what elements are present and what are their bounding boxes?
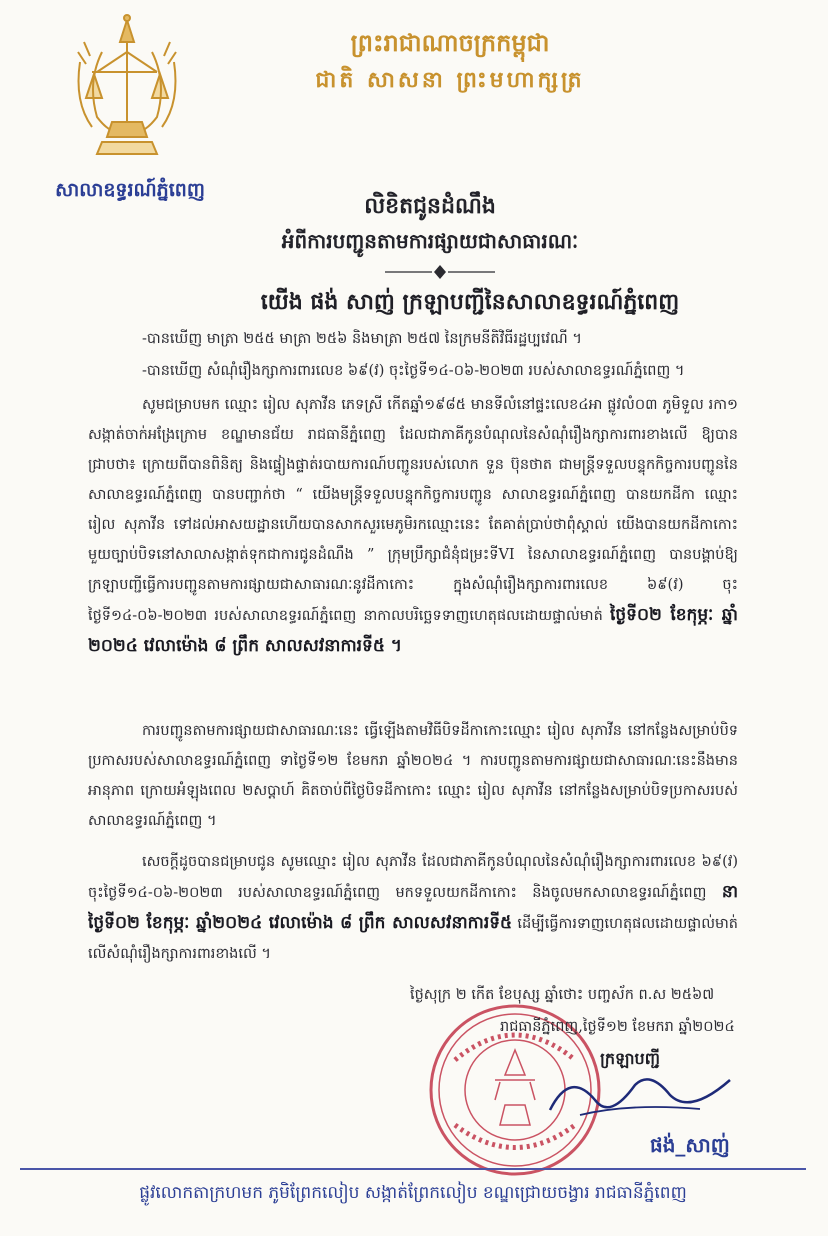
paragraph-1-text: សូមជម្រាបមក ឈ្មោះ រៀល សុភាវីន ភេទស្រី កើតឆ្នាំ១៩៨៥ មានទីលំនៅផ្ទះលេខ៤អា ផ្លូវលំ០៣ ភូមិទួល រកា១ សង្កាត់ចាក់អង្រែក្រោម ខណ្ឌមានជ័យ រាជធានីភ្នំពេញ ដែលជាភាគីកូនបំណុលនៃសំណុំរឿងក្សាការពារខាងលើ ឱ្យបានជ្រាបថា៖ ក្រោយពីបានពិនិត្យ និងផ្ទៀងផ្ទាត់របាយការណ៍បញ្ជូនរបស់លោក ទួន ប៊ុនថាត ជាមន្ត្រីទទួលបន្ទុកកិច្ចការបញ្ជូននៃសាលាឧទ្ធរណ៍ភ្នំពេញ បានបញ្ជាក់ថា “ យើងមន្ត្រីទទួលបន្ទុកកិច្ចការបញ្ជូន សាលាឧទ្ធរណ៍ភ្នំពេញ បានយកដីកា ឈ្មោះ រៀល សុភាវីន ទៅដល់អាសយដ្ឋានហើយបានសាកសួរមេភូមិរកឈ្មោះនេះ តែគាត់ប្រាប់ថាពុំស្គាល់ យើងបានយកដីកាកោះមួយច្បាប់បិទនៅសាលាសង្កាត់ទុកជាការជូនដំណឹង ” ក្រុមប្រឹក្សាជំនុំជម្រះទីVI នៃសាលាឧទ្ធរណ៍ភ្នំពេញ បានបង្គាប់ឱ្យក្រឡាបញ្ជីធ្វើការបញ្ជូនតាមការផ្សាយជាសាធារណៈនូវដីកាកោះ ក្នុងសំណុំរឿងក្សាការពារលេខ ៦៩(វ) ចុះថ្ងៃទី១៤-០៦-២០២៣ របស់សាលាឧទ្ធរណ៍ភ្នំពេញ នាកាលបរិច្ឆេទទាញហេតុផលដោយផ្ទាល់មាត់ (88, 397, 738, 624)
paragraph-2: ការបញ្ជូនតាមការផ្សាយជាសាធារណៈនេះ ធ្វើឡើងតាមវិធីបិទដីកាកោះឈ្មោះ រៀល សុភាវីន នៅកន្លែងសម្រាប់បិទប្រកាសរបស់សាលាឧទ្ធរណ៍ភ្នំពេញ ទាថ្ងៃទី១២ ខែមករា ឆ្នាំ២០២៤ ។ ការបញ្ជូនតាមការផ្សាយជាសាធារណៈនេះនឹងមានអានុភាព ក្រោយអំឡុងពេល ២សប្តាហ៍ គិតចាប់ពីថ្ងៃបិទដីកាកោះ ឈ្មោះ រៀល សុភាវីន នៅកន្លែងសម្រាប់បិទប្រកាសរបស់សាលាឧទ្ធរណ៍ភ្នំពេញ ។ (88, 723, 738, 829)
national-motto: ជាតិ សាសនា ព្រះមហាក្សត្រ (315, 67, 585, 93)
paragraph-3-tail: ដើម្បីធ្វើការទាញហេតុផលដោយផ្ទាល់មាត់ លើសំណុំរឿងក្សាការពារខាងលើ ។ (88, 916, 738, 962)
title-ornament-icon (380, 262, 500, 282)
footer-divider (20, 1168, 806, 1170)
footer-address: ផ្លូវលោកតាក្រហមក ភូមិព្រែកលៀប សង្កាត់ព្រែកលៀប ខណ្ឌជ្រោយចង្វារ រាជធានីភ្នំពេញ (139, 1183, 687, 1203)
issuer-line: យើង ផង់ សាញ់ ក្រឡាបញ្ជីនៃសាលាឧទ្ធរណ៍ភ្នំពេញ (260, 289, 680, 315)
paragraph-3 (88, 847, 738, 977)
document-subtitle: អំពីការបញ្ជូនតាមការផ្សាយជាសាធារណៈ (281, 229, 579, 253)
kingdom-title: ព្រះរាជាណាចក្រកម្ពុជា (350, 28, 550, 57)
paragraph-3-text: សេចក្តីដូចបានជម្រាបជូន សូមឈ្មោះ រៀល សុភាវីន ដែលជាភាគីកូនបំណុលនៃសំណុំរឿងក្សាការពារលេខ ៦៩(វ) ចុះថ្ងៃទី១៤-០៦-២០២៣ របស់សាលាឧទ្ធរណ៍ភ្នំពេញ មកទទួលយកដីកាកោះ និងចូលមកសាលាឧទ្ធរណ៍ភ្នំពេញ (88, 854, 738, 901)
court-name: សាលាឧទ្ធរណ៍ភ្នំពេញ (55, 179, 205, 201)
document-title: លិខិតជូនដំណឹង (364, 193, 496, 219)
court-emblem-icon (72, 12, 182, 162)
reference-line-1: -បានឃើញ មាត្រា ២៥៥ មាត្រា ២៥៦ និងមាត្រា ២៥៧ នៃក្រមនីតិវិធីរដ្ឋប្បវេណី ។ (142, 331, 582, 347)
signature-icon (540, 1065, 740, 1125)
lunar-date: ថ្ងៃសុក្រ ២ កើត ខែបុស្ស ឆ្នាំថោះ បញ្ចស័ក ព.ស ២៥៦៧ (410, 987, 715, 1003)
reference-line-2: -បានឃើញ សំណុំរឿងក្សាការពារលេខ ៦៩(វ) ចុះថ្ងៃទី១៤-០៦-២០២៣ របស់សាលាឧទ្ធរណ៍ភ្នំពេញ ។ (142, 363, 685, 379)
hearing-date-1: ថ្ងៃទី០២ ខែកុម្ភៈ ឆ្នាំ ២០២៤ វេលាម៉ោង ៨ ព្រឹក សាលសវនាការទី៥ ។ (88, 605, 738, 656)
place-date: រាជធានីភ្នំពេញ,ថ្ងៃទី១២ ខែមករា ឆ្នាំ២០២៤ (500, 1019, 735, 1035)
hearing-date-2: នាថ្ងៃទី០២ ខែកុម្ភៈ ឆ្នាំ២០២៤ វេលាម៉ោង ៨ ព្រឹក សាលសវនាការទី៥ (88, 882, 738, 933)
signer-name: ផង់_សាញ់ (650, 1133, 730, 1157)
signer-title: ក្រឡាបញ្ជី (600, 1049, 660, 1068)
